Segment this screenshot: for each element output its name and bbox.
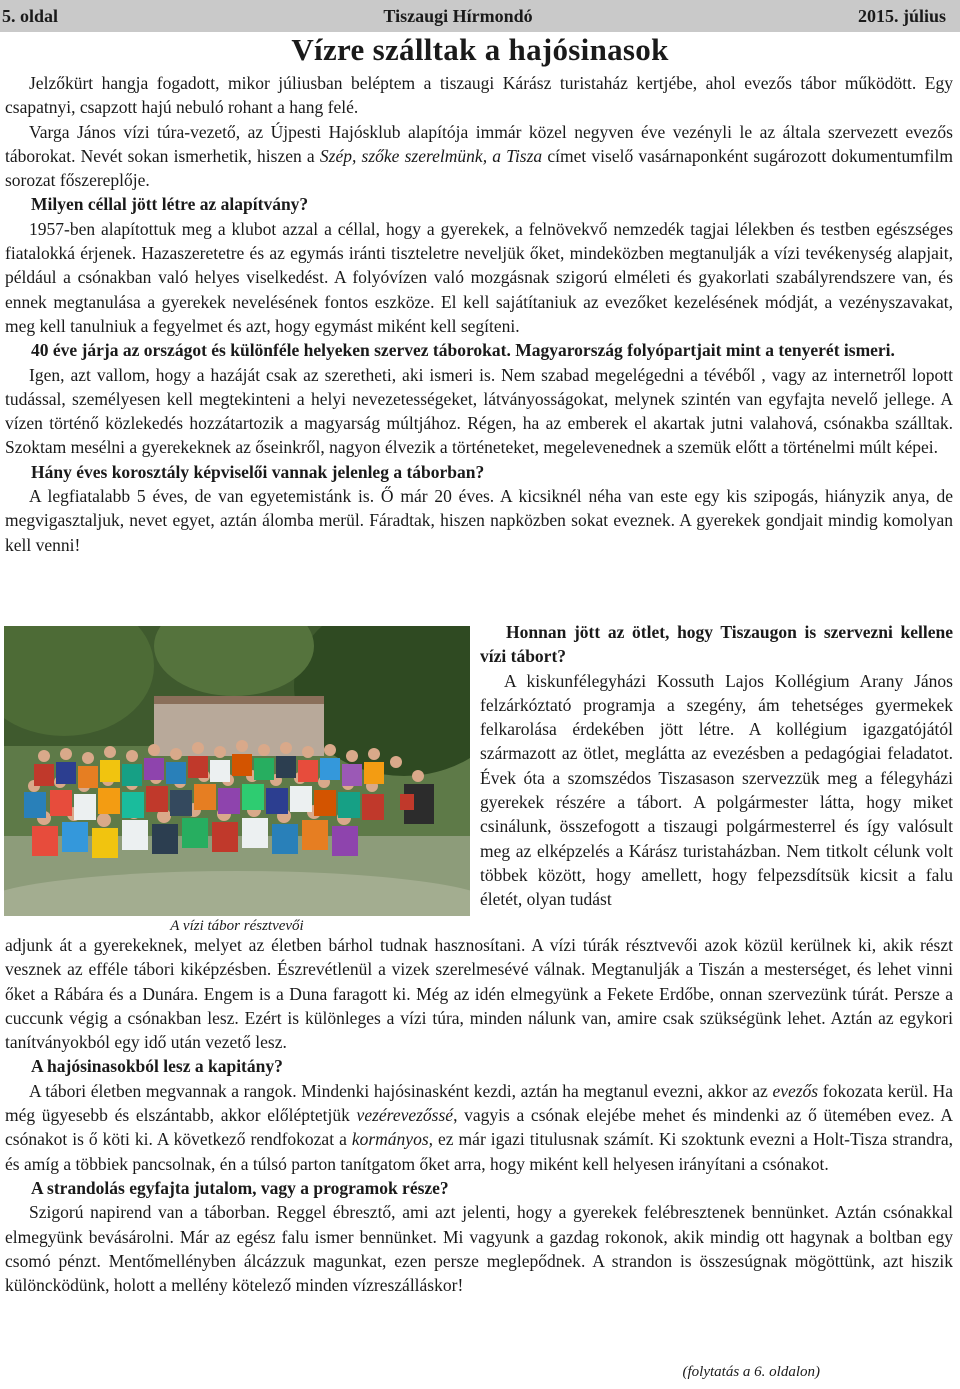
answer-5: A tábori életben megvannak a rangok. Mindenki hajósinasként kezdi, aztán ha megtanul evezni, akkor az evezős fokozata kerül. Ha még ügyesebb és elszántabb, akkor előléptetjük vezérevezőssé, vagyis a csónak elejébe mehet és mindenki az ő ütemében evez. A csónakot is ő köti ki. A következő rendfokozat a kormányos, ez már igazi titulusnak számít. Ki szoktunk evezni a Holt-Tisza strandra, és amíg a többiek pancsolnak, én a túlsó parton tanítgatom őket arra, hogy miként kell helyesen irányítani a csónakot. bbox=[5, 1080, 953, 1174]
answer-3: A legfiatalabb 5 éves, de van egyetemistánk is. Ő már 20 éves. A kicsiknél néha van este egy kis szipogás, hiányzik anya, de megvigasztaljuk, nevet egyet, aztán álomba merül. Fáradtak, hiszen napközben sokat eveznek. A gyerekek gondjait mindig komolyan kell venni! bbox=[5, 486, 953, 555]
article-title: Vízre szálltak a hajósinasok bbox=[291, 32, 669, 67]
intro-paragraph-2: Varga János vízi túra-vezető, az Újpesti Hajósklub alapítója immár közel negyven éve vezényli le az általa szervezett evezős táborokat. Nevét sokan ismerhetik, hiszen a Szép, szőke szerelmünk, a Tisza címet viselő vasárnaponként sugározott dokumentumfilm sorozat főszereplője. bbox=[5, 121, 953, 191]
answer-1: 1957-ben alapítottuk meg a klubot azzal a céllal, hogy a gyerekek, a felnövekvő nemzedék tagjai lélekben és testben egészséges fiatalokká érjenek. Hazaszeretetre és az egymás iránti tiszteletre neveljük őket, mindeközben megtanulják a vízi tevékenység alapjait, például a csónakban való helyes viselkedést. A folyóvízen való mozgásnak szigorú elméleti és gyakorlati szabályrendszere van, és ennek megtanulása a gyerekek nevelésének fontos eszköze. El kell sajátítaniuk az evezőket kezelésének módját, a vezényszavakat, meg kell tanulniuk a fegyelmet és azt, hogy egymást miként kell segíteni. bbox=[5, 218, 953, 336]
question-2: 40 éve járja az országot és különféle helyeken szervez táborokat. Magyarország folyópartjait mint a tenyerét ismeri. bbox=[31, 340, 895, 361]
answer-6: Szigorú napirend van a táborban. Reggel ébresztő, ami azt jelenti, hogy a gyerekek felébresztenek bennünket. Aztán csónakkal elmegyünk bevásárolni. Már az egész falu ismer bennünket. Mi vagyunk a gazdag rokonok, akik mindig ott hagynak a boltban egy csomó pénzt. Mentőmellényben álcázzuk magunkat, ezen persze meglepődnek. A strandon is összesúgnak mögöttünk, azt hiszik különcködünk, holott a mellény kötelező minden vízreszálláskor! bbox=[5, 1202, 953, 1296]
photo-caption: A vízi tábor résztvevői bbox=[4, 916, 470, 936]
page-number: 5. oldal bbox=[2, 5, 59, 26]
rank-evezos: evezős bbox=[772, 1080, 819, 1101]
film-title: Szép, szőke szerelmünk, a Tisza bbox=[319, 145, 543, 166]
question-1: Milyen céllal jött létre az alapítvány? bbox=[31, 194, 309, 215]
paper-name: Tiszaugi Hírmondó bbox=[383, 5, 533, 26]
article-body-top bbox=[5, 71, 953, 557]
issue-date: 2015. július bbox=[857, 5, 946, 26]
question-5: A hajósinasokból lesz a kapitány? bbox=[31, 1056, 283, 1077]
right-column bbox=[480, 620, 953, 912]
question-6: A strandolás egyfajta jutalom, vagy a programok része? bbox=[31, 1177, 449, 1198]
question-4: Honnan jött az ötlet, hogy Tiszaugon is szervezni kellene vízi tábort? bbox=[480, 622, 953, 667]
group-photo bbox=[4, 626, 470, 916]
question-3: Hány éves korosztály képviselői vannak jelenleg a táborban? bbox=[31, 461, 485, 482]
rank-kormanyos: kormányos, bbox=[351, 1129, 434, 1150]
answer-4: A kiskunfélegyházi Kossuth Lajos Kollégium Arany János felzárkóztató programja a szegény, ám tehetséges gyermekek felkarolása érdekében jött létre. A kollégium igazgatójától származott az ötlet, meglátta az evezésben a pedagógiai feladatot. Évek óta a szomszédos Tiszasason szervezzük meg a félegyházi gyerekek részére a tábort. A polgármester látta, hogy miket csinálunk, összefogott a tiszaugi polgármesterrel és így valósult meg az elképzelés a Kárász turistaházban. Nem titkolt célunk volt többek között, hogy amellett, hogy felpezsdítsük kicsit a falu életét, olyan tudást bbox=[480, 670, 953, 910]
article-body-bottom bbox=[5, 933, 953, 1297]
intro-paragraph: Jelzőkürt hangja fogadott, mikor júliusban beléptem a tiszaugi Kárász turistaház kertjébe, ahol evezős tábor működött. Egy csapatnyi, csapzott hajú nebuló rohant a hang felé. bbox=[5, 73, 953, 118]
continued-note: (folytatás a 6. oldalon) bbox=[682, 1364, 820, 1380]
rank-vezerevezos: vezérevezőssé bbox=[356, 1105, 454, 1126]
page-header bbox=[0, 0, 960, 32]
answer-4-continued: adjunk át a gyerekeknek, melyet az életben bárhol tudnak hasznosítani. A vízi túrák résztvevői azok közül kerülnek ki, akik részt vesznek az efféle tábori kiképzésben. Észrevétlenül a vizek szerelmesévé válnak. Megtanulják a Tiszán a mesterséget, és lehet vinni őket a Rábára és a Dunára. Engem is a Duna faragott ki. Még az idén elmegyünk a Fekete Erdőbe, onnan szervezünk túrát. Persze a cuccunk végig a csónakban lesz. Ezért is különleges a vízi túra, minden nálunk van, amire csak szükségünk lehet. Aztán az egykori tanítványokból egy idő után vezető lesz. bbox=[5, 935, 953, 1053]
answer-2: Igen, azt vallom, hogy a hazáját csak az szeretheti, aki ismeri is. Nem szabad megelégedni a tévéből , vagy az internetről lopott tudással, személyesen kell megtekinteni a helyi nevezetességeket, látványosságokat, melynek szintén van egyfajta nevelő jellege. A vízen történő közlekedés hozzátartozik a magyarság múltjához. Régen, ha az emberek el akartak jutni valahová, csónakba szálltak. Szoktam mesélni a gyerekeknek az őseinkről, nagyon élvezik a történeteket, megelevenednek a szemük előtt a történelmi múlt képei. bbox=[5, 364, 953, 458]
group-photo-block bbox=[4, 626, 470, 936]
